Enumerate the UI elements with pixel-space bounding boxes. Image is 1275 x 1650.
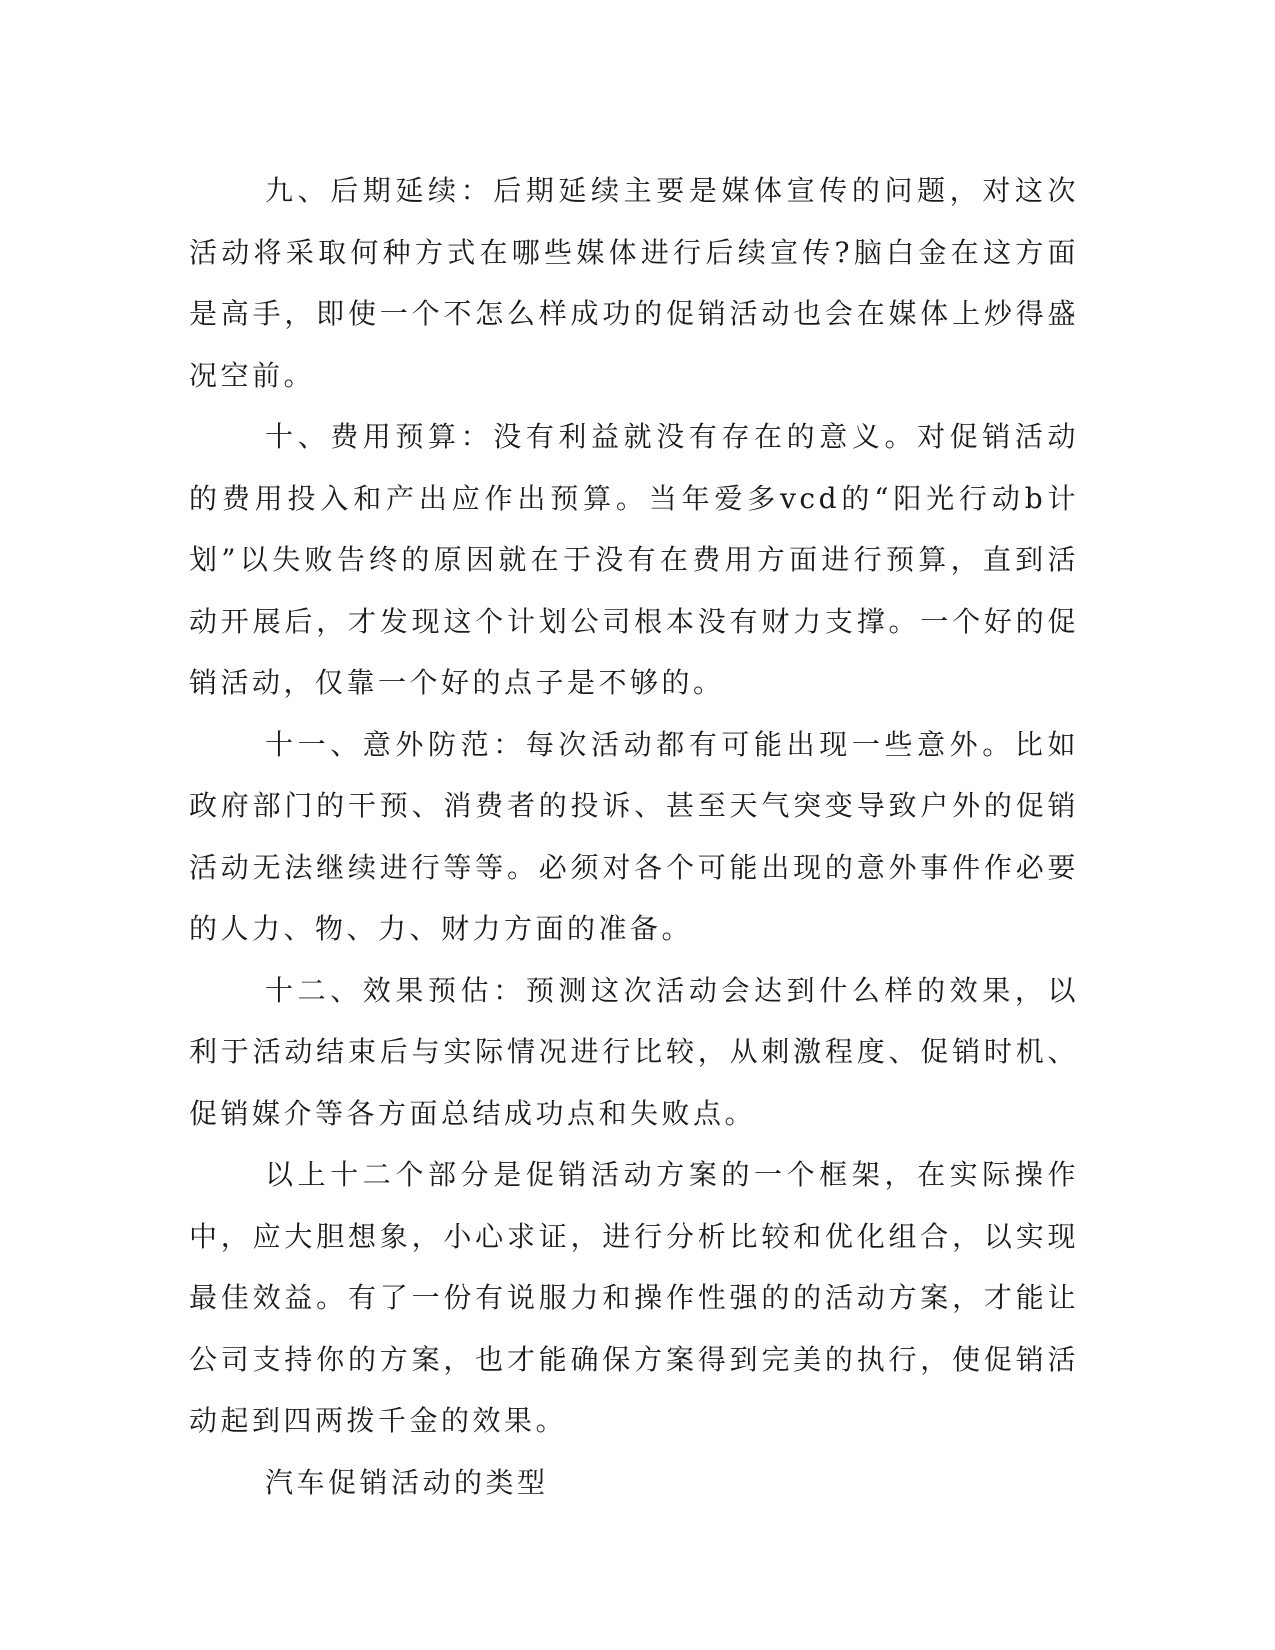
paragraph-summary: 以上十二个部分是促销活动方案的一个框架，在实际操作中，应大胆想象，小心求证，进行分析比较和优化组合，以实现最佳效益。有了一份有说服力和操作性强的的活动方案，才能让公司支持你的方案，也才能确保方案得到完美的执行，使促销活动起到四两拨千金的效果。 [189,1158,1079,1437]
section-heading: 汽车促销活动的类型 [265,1465,549,1499]
paragraph-budget: 十、费用预算：没有利益就没有存在的意义。对促销活动的费用投入和产出应作出预算。当年爱多vcd的“阳光行动b计划”以失败告终的原因就在于没有在费用方面进行预算，直到活动开展后，才发现这个计划公司根本没有财力支撑。一个好的促销活动，仅靠一个好的点子是不够的。 [189,420,1079,699]
paragraph-contingency: 十一、意外防范：每次活动都有可能出现一些意外。比如政府部门的干预、消费者的投诉、甚至天气突变导致户外的促销活动无法继续进行等等。必须对各个可能出现的意外事件作必要的人力、物、力、财力方面的准备。 [189,727,1079,945]
paragraph-effect-estimate: 十二、效果预估：预测这次活动会达到什么样的效果，以利于活动结束后与实际情况进行比较，从刺激程度、促销时机、促销媒介等各方面总结成功点和失败点。 [189,973,1079,1130]
document-body [189,160,1079,1513]
paragraph-follow-up: 九、后期延续：后期延续主要是媒体宣传的问题，对这次活动将采取何种方式在哪些媒体进行后续宣传?脑白金在这方面是高手，即使一个不怎么样成功的促销活动也会在媒体上炒得盛况空前。 [189,174,1079,392]
